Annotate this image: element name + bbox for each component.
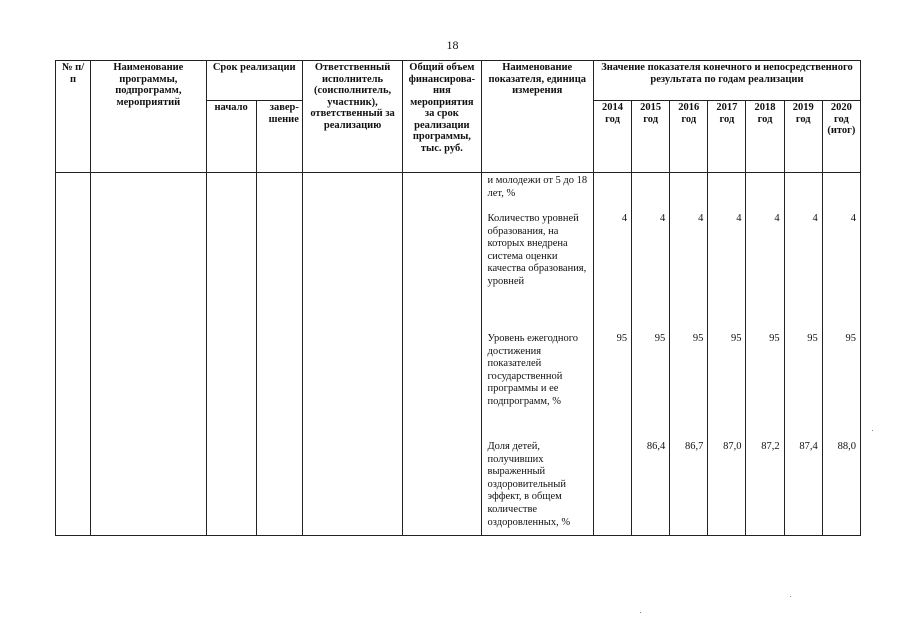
- indicator-value: 95: [692, 333, 704, 344]
- table-row: [56, 173, 861, 536]
- indicator-value: 95: [654, 333, 666, 344]
- indicator-value: 4: [850, 213, 856, 224]
- indicator-value: 87,4: [799, 441, 818, 452]
- indicator-value: 4: [621, 213, 628, 224]
- cell-finance: [403, 173, 481, 536]
- indicator-value: 4: [698, 213, 704, 224]
- indicator-value: 95: [769, 333, 780, 344]
- indicator-text: Количество уровней образования, на которых внедрена система оценки качества образования, уровней: [487, 213, 587, 287]
- header-term-start: начало: [206, 101, 256, 173]
- header-values-group: Значение показателя конечного и непосредственного результата по годам реализации: [593, 61, 860, 101]
- header-year: 2017 год: [708, 101, 746, 173]
- header-year: 2016 год: [670, 101, 708, 173]
- cell-year-values: [670, 173, 708, 536]
- cell-start: [206, 173, 256, 536]
- scan-speck: [872, 430, 873, 431]
- indicator-value: 87,0: [723, 441, 742, 452]
- cell-year-values: [632, 173, 670, 536]
- cell-year-values: [784, 173, 822, 536]
- header-year: 2018 год: [746, 101, 784, 173]
- cell-year-values: [822, 173, 860, 536]
- cell-indicators: [481, 173, 593, 536]
- cell-no: [56, 173, 91, 536]
- indicator-text: Уровень ежегодного достижения показателей государственной программы и ее подпрограмм, %: [487, 333, 579, 407]
- indicator-value: 95: [730, 333, 742, 344]
- program-table: [55, 60, 861, 536]
- header-term: Срок реализации: [206, 61, 302, 101]
- cell-end: [256, 173, 302, 536]
- scan-speck: [640, 612, 641, 613]
- header-term-end: завер-шение: [256, 101, 302, 173]
- indicator-value: 95: [845, 333, 856, 344]
- header-finance: Общий объем финансирова-ния мероприятия за срок реализации программы, тыс. руб.: [403, 61, 481, 173]
- cell-year-values: [708, 173, 746, 536]
- page-number: 18: [446, 38, 459, 52]
- indicator-value: 88,0: [837, 441, 856, 452]
- header-indicator: Наименование показателя, единица измерения: [481, 61, 593, 173]
- indicator-text: и молодежи от 5 до 18 лет, %: [487, 175, 588, 199]
- cell-name: [91, 173, 206, 536]
- indicator-value: 86,7: [684, 441, 704, 452]
- header-year: 2020 год (итог): [822, 101, 860, 173]
- header-no: № п/п: [56, 61, 91, 173]
- indicator-value: 4: [812, 213, 818, 224]
- header-year: 2019 год: [784, 101, 822, 173]
- indicator-value: 95: [807, 333, 818, 344]
- header-name: Наименование программы, подпрограмм, мероприятий: [91, 61, 206, 173]
- indicator-value: 95: [616, 333, 628, 344]
- header-year: 2014 год: [593, 101, 631, 173]
- header-responsible: Ответственный исполнитель (соисполнитель, участник), ответственный за реализацию: [302, 61, 402, 173]
- cell-year-values: [746, 173, 784, 536]
- indicator-value: 4: [659, 213, 666, 224]
- indicator-value: 86,4: [646, 441, 666, 452]
- indicator-value: 4: [736, 213, 742, 224]
- cell-year-values: [593, 173, 631, 536]
- indicator-text: Доля детей, получивших выраженный оздоровительный эффект, в общем количестве оздоровленных, %: [487, 441, 571, 528]
- indicator-value: 4: [774, 213, 780, 224]
- scan-speck: [790, 596, 791, 597]
- header-year: 2015 год: [632, 101, 670, 173]
- cell-responsible: [302, 173, 402, 536]
- indicator-value: 87,2: [761, 441, 780, 452]
